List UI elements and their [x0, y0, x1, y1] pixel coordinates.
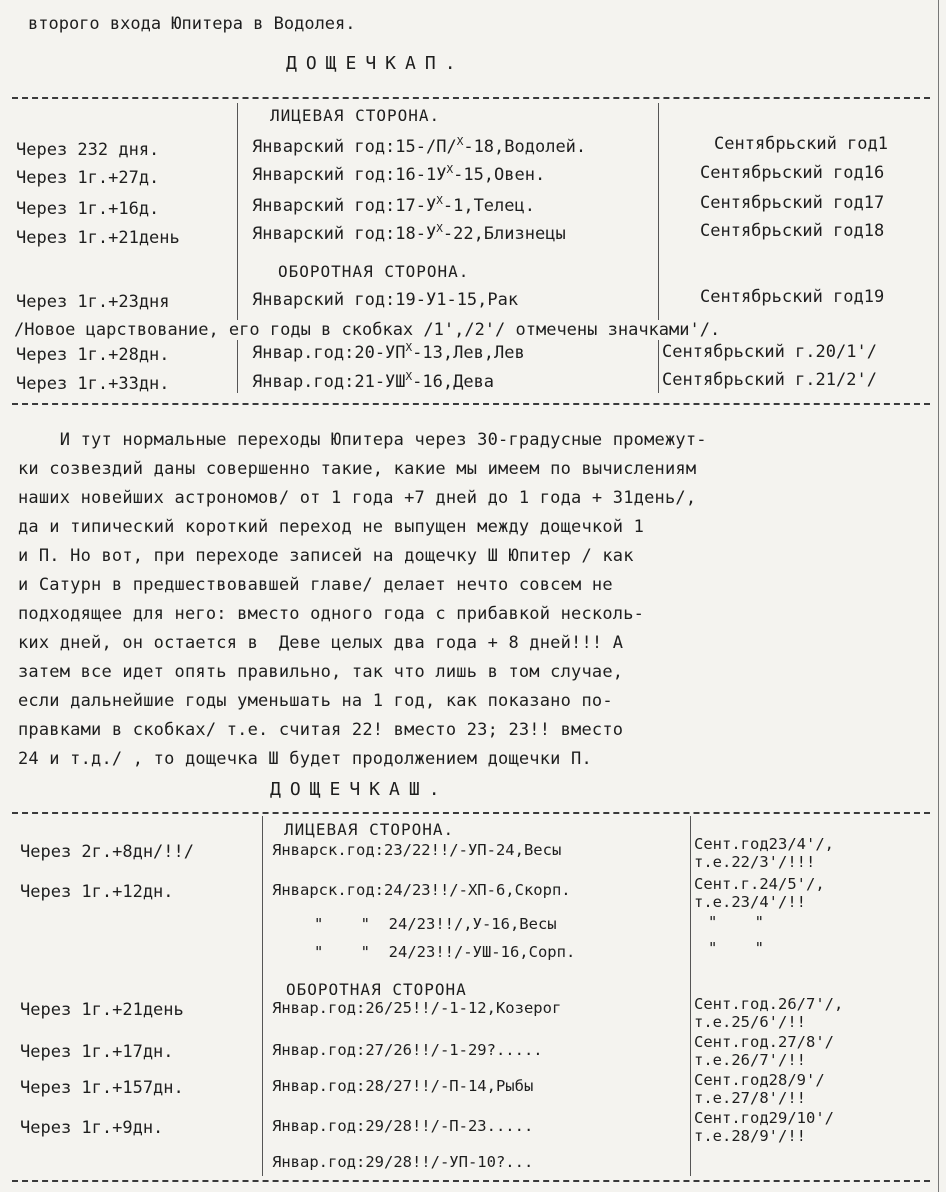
- board-3-row-2-right-a: Сент.г.24/5'/,: [694, 875, 825, 893]
- board-2-row-5-mid: Январский год:19-У1-15,Рак: [252, 290, 519, 310]
- paragraph-line-6: и Сатурн в предшествовавшей главе/ делает нечто совсем не: [18, 575, 613, 595]
- paragraph-line-11: правками в скобках/ т.е. считая 22! вместо 23; 23!! вместо: [18, 720, 624, 740]
- board-3-row-3-right: " ": [708, 913, 764, 931]
- board-3-row-2-mid: Январск.год:24/23!!/-ХП-6,Скорп.: [272, 881, 571, 899]
- board-2-row-5-left: Через 1г.+23дня: [16, 292, 170, 312]
- board-2-row-3-mid: Январский $год:17-У^X-1,Телец$.: [252, 194, 535, 216]
- board-2-col-divider-left: [237, 103, 238, 393]
- board-3-back-row-1-mid: Январ.год:26/25!!/-1-12,Козерог: [272, 999, 562, 1017]
- board-3-row-1-right-b: т.е.22/3'/!!!: [694, 853, 816, 871]
- board-3-back-row-3-right-b: т.е.27/8'/!!: [694, 1089, 806, 1107]
- board-3-back-row-4-left: Через 1г.+9дн.: [20, 1118, 164, 1138]
- board-2-front-label: ЛИЦЕВАЯ СТОРОНА.: [270, 106, 441, 125]
- board-2-row-3-left: Через 1г.+16д.: [16, 199, 160, 219]
- board-3-row-3-mid: " " 24/23!!/,У-16,Весы: [314, 915, 557, 933]
- paragraph-line-12: 24 и т.д./ , то дощечка Ш будет продолжением дощечки П.: [18, 749, 592, 769]
- board-2-row-4-mid: Январский $год:18-У^X-22,Близнецы$: [252, 222, 566, 244]
- board-3-row-1-mid: Январск.год:23/22!!/-УП-24,Весы: [272, 841, 562, 859]
- board-2-row-1-left: Через 232 дня.: [16, 140, 160, 160]
- board-3-row-2-right-b: т.е.23/4'/!!: [694, 893, 806, 911]
- board-2-row-3-right: Сентябрьский год17: [700, 193, 885, 213]
- bottom-divider: [12, 1180, 930, 1182]
- board-3-title: ДОЩЕЧКАШ.: [270, 779, 449, 800]
- page-edge-line: [938, 0, 939, 1192]
- board-2-note-line: /Новое царствование, его годы в скобках /1',/2'/ отмечены значками'/.: [14, 320, 721, 340]
- board-2-row-1-mid: Январский год:15-/П/$^X$-18,Водолей.: [252, 135, 587, 157]
- board-3-back-row-3-mid: Январ.год:28/27!!/-П-14,Рыбы: [272, 1077, 534, 1095]
- paragraph-line-4: да и типический короткий переход не выпущен между дощечкой 1: [18, 517, 645, 537]
- board-2-back-label: ОБОРОТНАЯ СТОРОНА.: [278, 262, 470, 281]
- board-2-row-6-right: Сентябрьский г.20/1'/: [662, 342, 877, 362]
- board-2-row-7-right: Сентябрьский г.21/2'/: [662, 370, 877, 390]
- board-2-row-2-right: Сентябрьский год16: [700, 163, 885, 183]
- board-3-back-row-2-left: Через 1г.+17дн.: [20, 1042, 174, 1062]
- board-3-back-row-2-mid: Январ.год:27/26!!/-1-29?.....: [272, 1041, 543, 1059]
- board-3-back-row-4-right-a: Сент.год29/10'/: [694, 1109, 834, 1127]
- board-3-back-row-2-right-a: Сент.год.27/8'/: [694, 1033, 834, 1051]
- board-3-back-row-5-mid: Январ.год:29/28!!/-УП-10?...: [272, 1153, 534, 1171]
- board-2-row-1-right: Сентябрьский год1: [714, 134, 888, 154]
- board-3-back-row-1-left: Через 1г.+21день: [20, 1000, 184, 1020]
- paragraph-line-5: и П. Но вот, при переходе записей на дощечку Ш Юпитер / как: [18, 546, 634, 566]
- board-2-title: ДОЩЕЧКАП.: [286, 53, 465, 74]
- board-3-row-4-mid: " " 24/23!!/-УШ-16,Сорп.: [314, 943, 576, 961]
- board-3-back-label: ОБОРОТНАЯ СТОРОНА: [286, 980, 467, 999]
- board-3-back-row-1-right-b: т.е.25/6'/!!: [694, 1013, 806, 1031]
- paragraph-line-1: И тут нормальные переходы Юпитера через 30-градусные промежут-: [18, 430, 707, 450]
- paragraph-line-7: подходящее для него: вместо одного года с прибавкой несколь-: [18, 604, 645, 624]
- board-2-col-divider-right: [658, 103, 659, 393]
- paragraph-line-8: ких дней, он остается в Деве целых два года + 8 дней!!! А: [18, 633, 624, 653]
- mid-divider-1: [12, 403, 930, 405]
- mid-divider-2: [12, 812, 930, 814]
- board-3-row-1-right-a: Сент.год23/4'/,: [694, 835, 834, 853]
- board-2-row-4-left: Через 1г.+21день: [16, 228, 180, 248]
- board-3-col-divider-right: [690, 816, 691, 1176]
- board-3-back-row-4-mid: Январ.год:29/28!!/-П-23.....: [272, 1117, 534, 1135]
- top-divider: [12, 97, 930, 99]
- paragraph-line-3: наших новейших астрономов/ от 1 года +7 дней до 1 года + 31день/,: [18, 488, 697, 508]
- board-2-row-7-left: Через 1г.+33дн.: [16, 374, 170, 394]
- board-2-row-2-left: Через 1г.+27д.: [16, 168, 160, 188]
- board-2-row-5-right: Сентябрьский год19: [700, 287, 885, 307]
- paragraph-line-10: если дальнейшие годы уменьшать на 1 год, как показано по-: [18, 691, 613, 711]
- board-3-back-row-4-right-b: т.е.28/9'/!!: [694, 1127, 806, 1145]
- board-2-row-6-left: Через 1г.+28дн.: [16, 345, 170, 365]
- board-2-row-2-mid: Январский $год:16-1У^X-15,Овен$.: [252, 163, 546, 185]
- board-3-row-2-left: Через 1г.+12дн.: [20, 882, 174, 902]
- paragraph-line-9: затем все идет опять правильно, так что лишь в том случае,: [18, 662, 624, 682]
- board-3-back-row-3-left: Через 1г.+157дн.: [20, 1078, 184, 1098]
- board-3-row-1-left: Через 2г.+8дн/!!/: [20, 842, 194, 862]
- board-3-front-label: ЛИЦЕВАЯ СТОРОНА.: [284, 820, 455, 839]
- board-3-row-4-right: " ": [708, 939, 764, 957]
- board-3-back-row-1-right-a: Сент.год.26/7'/,: [694, 995, 844, 1013]
- board-3-back-row-3-right-a: Сент.год28/9'/: [694, 1071, 825, 1089]
- board-2-row-6-mid: $Январ.год:20-УП^X-13,Лев,Лев$: [252, 341, 525, 363]
- board-3-col-divider-left: [262, 816, 263, 1176]
- board-3-back-row-2-right-b: т.е.26/7'/!!: [694, 1051, 806, 1069]
- paragraph-line-2: ки созвездий даны совершенно такие, какие мы имеем по вычислениям: [18, 459, 697, 479]
- intro-line: второго входа Юпитера в Водолея.: [28, 14, 356, 34]
- board-2-row-7-mid: $Январ.год:21-УШ^X-16,Дева$: [252, 370, 495, 392]
- board-2-row-4-right: Сентябрьский год18: [700, 221, 885, 241]
